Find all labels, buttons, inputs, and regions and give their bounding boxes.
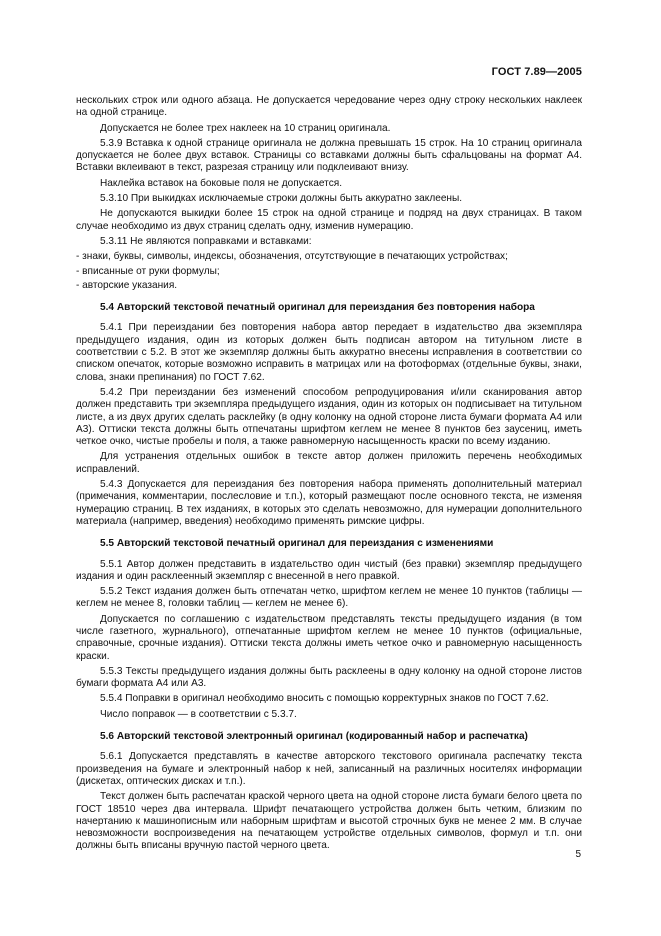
document-body: [76, 95, 582, 856]
clause-5-4-3: 5.4.3 Допускается для переиздания без повторения набора применять дополнительный материал (примечания, комментарии, послесловие и т.п.), который размещают после основного текста, не изменяя нумерацию страниц. В тех изданиях, в которых это сделать невозможно, для нумерации дополнительного материала (например, введения) необходимо применять римские цифры.: [76, 479, 582, 527]
clause-5-5-4: 5.5.4 Поправки в оригинал необходимо вносить с помощью корректурных знаков по ГОСТ 7.62.: [100, 693, 549, 705]
clause-5-4-2: 5.4.2 При переиздании без изменений способом репродуцирования и/или сканирования автор должен представить три экземпляра предыдущего издания, один из которых он подписывает на титульном листе, а из двух других сделать расклейку (в одну колонку на одной стороне листа бумаги формата А4 или А3). Оттиски текста должны быть отпечатаны шрифтом кеглем не менее 8 пунктов без заусениц, иметь четкое очко, чистые пробелы и поля, а также равномерную насыщенность краски по всему изданию.: [76, 386, 582, 448]
clause-5-3-10: 5.3.10 При выкидках исключаемые строки должны быть аккуратно заклеены.: [100, 193, 463, 205]
clause-5-6-1: 5.6.1 Допускается представлять в качестве авторского текстового оригинала распечатку текста произведения на бумаге и электронный набор к ней, записанный на различных носителях информации (дискетах, оптических дисках и т.п.).: [76, 751, 582, 787]
clause-5-5-3: 5.5.3 Тексты предыдущего издания должны быть расклеены в одну колонку на одной стороне листов бумаги формата А4 или А3.: [76, 665, 582, 690]
clause-5-5-2: 5.5.2 Текст издания должен быть отпечатан четко, шрифтом кеглем не менее 10 пунктов (таблицы — кеглем не менее 8, головки таблиц — кеглем не менее 6).: [76, 586, 582, 610]
clause-5-3-11: 5.3.11 Не являются поправками и вставками:: [100, 235, 312, 247]
page-number: 5: [575, 849, 581, 860]
section-heading-5-4: 5.4 Авторский текстовой печатный оригинал для переиздания без повторения набора: [100, 302, 535, 314]
paragraph: Не допускаются выкидки более 15 строк на одной странице и подряд на двух страницах. В таком случае необходимо из двух страниц сделать одну, изменив нумерацию.: [76, 208, 582, 232]
paragraph: Число поправок — в соответствии с 5.3.7.: [100, 708, 297, 720]
document-header: ГОСТ 7.89—2005: [491, 66, 582, 78]
paragraph: Для устранения отдельных ошибок в тексте автор должен приложить перечень необходимых исправлений.: [76, 451, 582, 475]
section-heading-5-5: 5.5 Авторский текстовой печатный оригинал для переиздания с изменениями: [100, 538, 494, 550]
paragraph: Текст должен быть распечатан краской черного цвета на одной стороне листа бумаги белого цвета по ГОСТ 18510 через два интервала. Шрифт печатающего устройства должен быть четким, близким по начертанию к машинописным или наборным шрифтам и высотой строчных букв не менее 2 мм. В случае невозможности воспроизведения на печатающем устройстве отдельных символов, формул и т.п. они должны быть вписаны вручную пастой черного цвета.: [76, 791, 582, 852]
clause-5-5-1: 5.5.1 Автор должен представить в издательство один чистый (без правки) экземпляр предыдущего издания и один расклеенный экземпляр с внесенной в него правкой.: [76, 558, 582, 582]
clause-5-3-9: 5.3.9 Вставка к одной странице оригинала не должна превышать 15 строк. На 10 страниц оригинала допускается не более двух вставок. Страницы со вставками должны быть сфальцованы на формат А4. Вставки вклеивают в текст, разрезая страницу или подклеивают внизу.: [76, 137, 582, 174]
paragraph: Допускается не более трех наклеек на 10 страниц оригинала.: [100, 122, 391, 134]
paragraph-continuation: нескольких строк или одного абзаца. Не допускается чередование через одну строку нескольких наклеек на одной странице.: [76, 95, 582, 119]
section-heading-5-6: 5.6 Авторский текстовой электронный оригинал (кодированный набор и распечатка): [100, 731, 528, 743]
paragraph: Допускается по соглашению с издательством представлять тексты предыдущего издания (в том числе газетного, журнального), отпечатанные шрифтом кеглем не менее 10 пунктов (официальные, справочные, срочные издания). Оттиски текста должны иметь четкое очко и равномерную насыщенность краски.: [76, 613, 582, 662]
list-item: - знаки, буквы, символы, индексы, обозначения, отсутствующие в печатающих устройствах;: [76, 251, 508, 263]
list-item: - вписанные от руки формулы;: [76, 265, 220, 277]
exceptions-list: [76, 251, 582, 292]
clause-5-4-1: 5.4.1 При переиздании без повторения набора автор передает в издательство два экземпляра предыдущего издания, один из которых должен быть подписан автором на титульном листе в соответствии с 5.2. В этот же экземпляр должны быть аккуратно внесены исправления в соответствии со списком опечаток, которые возможно исправить в матрицах или на фотоформах (отдельные буквы, знаки, слова, знаки препинания) по ГОСТ 7.62.: [76, 322, 582, 383]
paragraph: Наклейка вставок на боковые поля не допускается.: [100, 177, 343, 189]
list-item: - авторские указания.: [76, 279, 178, 291]
